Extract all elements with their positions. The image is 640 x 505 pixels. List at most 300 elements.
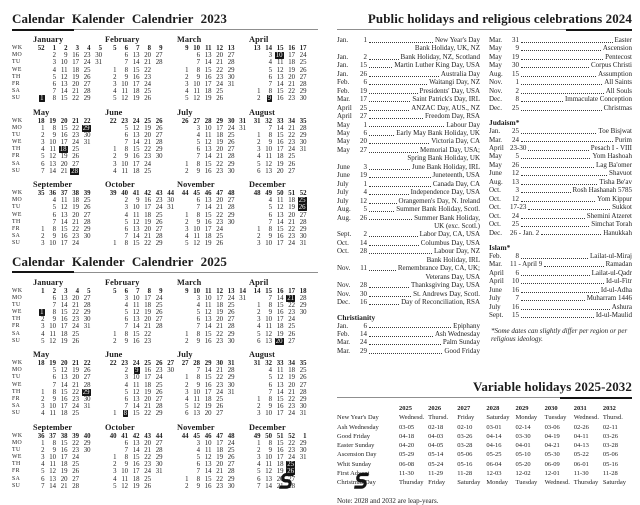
date-cell: 8	[268, 88, 272, 96]
date-cell	[295, 197, 307, 204]
date-cell: 4	[185, 395, 189, 403]
date-cell: 4	[52, 66, 56, 74]
date-cell	[163, 233, 175, 240]
holiday-day: 16	[512, 285, 519, 294]
date-cell	[235, 461, 247, 468]
date-cell: 20	[216, 461, 223, 469]
date-cell: 13	[132, 131, 140, 139]
date-cell: 19	[60, 468, 68, 476]
date-cell: 13	[132, 52, 140, 60]
dotted-leader	[521, 141, 613, 142]
table-cell: 11-29	[428, 470, 444, 478]
holiday-name: Id-ul-Adha	[600, 285, 632, 294]
date-cell: 24	[72, 240, 79, 248]
dates-row	[105, 389, 174, 396]
date-cell: 25	[144, 167, 151, 175]
dates-row	[249, 410, 318, 417]
calendar-2023-grid	[12, 34, 318, 248]
holiday-entry	[337, 322, 480, 330]
date-cell: 12	[204, 454, 212, 462]
date-cell: 5	[185, 95, 189, 103]
month-name: May	[33, 350, 50, 359]
holiday-month: Sept.	[489, 311, 504, 320]
date-cell: 30	[299, 233, 307, 241]
date-cell: 22	[288, 131, 295, 139]
date-cell: 21	[72, 218, 79, 226]
holiday-name: Good Friday	[444, 346, 480, 355]
holiday-month: Jan.	[337, 321, 349, 330]
day-label: TU	[12, 59, 21, 66]
date-cell: 3	[64, 287, 68, 295]
dates-row	[33, 81, 102, 88]
date-cell: 13	[204, 316, 212, 324]
dates-row	[33, 316, 102, 323]
date-cell: 3	[113, 468, 117, 476]
table-cell: Friday	[457, 414, 475, 422]
holiday-name: Orangemen's Day, N. Ireland	[398, 196, 480, 205]
day-label: SU	[12, 482, 21, 489]
date-cell: 27	[299, 73, 307, 81]
date-cell	[284, 295, 296, 302]
date-cell: 2	[124, 197, 128, 205]
date-cell	[151, 81, 163, 88]
holiday-month: Oct.	[337, 247, 349, 256]
day-label: MO	[12, 124, 23, 131]
date-cell: 9	[159, 287, 163, 295]
date-cell: 25	[83, 197, 91, 205]
holiday-entry	[337, 338, 480, 346]
holiday-month: June	[489, 169, 502, 178]
holiday-entry	[337, 330, 480, 338]
dates-row	[33, 295, 102, 302]
date-cell: 6	[185, 410, 189, 418]
date-cell	[91, 433, 103, 440]
holiday-day: 13	[512, 177, 519, 186]
date-cell	[307, 483, 319, 490]
date-cell: 2	[257, 403, 261, 411]
date-cell	[91, 139, 103, 146]
date-cell: 1	[113, 66, 117, 74]
dates-row	[177, 454, 246, 461]
date-cell: 20	[288, 381, 295, 389]
date-cell	[235, 382, 247, 389]
date-cell: 6	[196, 316, 200, 324]
day-label: MO	[12, 439, 23, 446]
date-cell: 13	[60, 374, 68, 382]
dotted-leader	[369, 126, 444, 127]
date-cell: 34	[288, 360, 295, 367]
date-cell	[33, 74, 45, 81]
dates-row	[33, 52, 102, 59]
holiday-column-1	[337, 36, 480, 372]
holiday-name: Lailat-ul-Qadr	[591, 268, 632, 277]
date-cell: 10	[49, 323, 56, 331]
date-cell: 13	[227, 45, 235, 52]
table-cell: 11-28	[457, 470, 473, 478]
date-cell	[105, 447, 117, 454]
date-cell: 30	[299, 309, 307, 317]
dates-row	[33, 367, 102, 374]
date-cell: 26	[72, 153, 79, 161]
date-cell	[163, 288, 175, 295]
date-cell: 3	[257, 240, 261, 248]
week-numbers-row	[249, 45, 318, 52]
date-cell: 27	[227, 52, 235, 60]
holiday-day: 24	[360, 338, 367, 347]
holiday-month: May	[337, 145, 350, 154]
date-cell: 20	[288, 73, 295, 81]
date-cell: 9	[52, 131, 56, 139]
date-cell: 17	[288, 52, 295, 60]
holiday-day: 28	[360, 247, 367, 256]
day-label: WK	[12, 432, 23, 439]
date-cell: 15	[204, 374, 212, 382]
holiday-entry	[337, 298, 480, 306]
date-cell: 16	[132, 73, 140, 81]
date-cell	[235, 204, 247, 211]
table-cell: Saturday	[602, 479, 626, 487]
holiday-entry	[489, 53, 632, 61]
date-cell	[235, 219, 247, 226]
holiday-name-continuation: UK (exc. Scotl.)	[434, 221, 480, 230]
date-cell: 7	[136, 45, 140, 52]
date-cell: 11	[193, 395, 200, 403]
date-cell	[272, 52, 284, 59]
date-cell: 13	[265, 337, 272, 345]
date-cell: 22	[216, 374, 223, 382]
table-cell: 04-05	[428, 442, 444, 450]
dates-row	[249, 382, 318, 389]
date-cell	[163, 125, 175, 132]
date-cell: 36	[37, 432, 45, 440]
date-cell: 21	[216, 204, 223, 212]
dotted-leader	[528, 150, 588, 151]
holiday-entry	[337, 129, 480, 137]
date-cell	[235, 403, 247, 410]
dates-row	[33, 125, 102, 132]
date-cell: 29	[155, 454, 163, 462]
holiday-name: Corpus Christi	[590, 61, 632, 70]
date-cell: 18	[204, 233, 212, 241]
month-august	[249, 107, 318, 176]
date-cell: 5	[41, 153, 45, 161]
dates-row	[249, 302, 318, 309]
date-cell: 17	[132, 160, 140, 168]
date-cell	[307, 316, 319, 323]
holiday-entry	[489, 127, 632, 135]
day-label: TU	[12, 131, 21, 138]
dotted-leader	[369, 245, 419, 246]
date-cell	[91, 461, 103, 468]
dotted-leader	[521, 309, 610, 310]
date-cell: 5	[113, 482, 117, 490]
dates-row	[177, 447, 246, 454]
dotted-leader	[369, 270, 396, 271]
day-labels	[12, 349, 33, 418]
date-cell: 8	[147, 45, 151, 52]
dates-row	[177, 309, 246, 316]
date-cell: 20	[276, 475, 284, 483]
date-cell: 21	[72, 117, 79, 125]
dates-row	[177, 88, 246, 95]
dotted-leader	[369, 287, 409, 288]
date-cell	[91, 226, 103, 233]
date-cell	[91, 323, 103, 330]
date-cell: 21	[288, 218, 295, 226]
holiday-entry	[489, 178, 632, 186]
table-row	[337, 432, 632, 441]
date-cell: 16	[204, 218, 212, 226]
date-cell	[295, 331, 307, 338]
day-label: TH	[12, 388, 21, 395]
date-cell: 27	[227, 316, 235, 324]
dates-row	[105, 316, 174, 323]
holiday-month: June	[337, 162, 350, 171]
date-cell	[151, 88, 163, 95]
date-cell: 28	[227, 367, 235, 375]
dates-row	[105, 323, 174, 330]
day-label: MO	[12, 367, 23, 374]
dates-row	[249, 132, 318, 139]
date-cell: 17	[204, 80, 212, 88]
date-cell: 40	[121, 190, 128, 197]
holiday-day: 16	[512, 302, 519, 311]
date-cell: 16	[204, 337, 212, 345]
holiday-name: Remembrance Day, CA, UK;	[397, 264, 480, 273]
date-cell: 6	[52, 374, 56, 382]
date-cell: 22	[144, 146, 151, 154]
date-cell	[105, 226, 117, 233]
date-cell	[163, 212, 175, 219]
table-cell: 04-18	[399, 432, 415, 440]
month-november	[177, 179, 246, 248]
date-cell: 24	[288, 316, 295, 324]
date-cell	[177, 153, 189, 160]
holiday-month: Mar.	[489, 135, 503, 144]
date-cell: 29	[299, 131, 307, 139]
holiday-name: Day of Reconciliation, RSA	[401, 298, 480, 307]
date-cell	[105, 309, 117, 316]
day-label: SU	[12, 410, 21, 417]
holiday-day: 2	[515, 86, 519, 95]
dates-row	[249, 74, 318, 81]
date-cell: 43	[155, 190, 163, 197]
date-cell: 28	[83, 381, 91, 389]
date-cell: 24	[216, 225, 223, 233]
holiday-name: Labour Day	[446, 120, 480, 129]
dates-row	[33, 226, 102, 233]
holiday-entry	[489, 220, 632, 228]
date-cell	[91, 125, 103, 132]
month-band	[12, 107, 318, 176]
date-cell: 52	[299, 190, 307, 197]
date-cell: 22	[144, 454, 151, 462]
calendar-2025-grid	[12, 277, 318, 491]
date-cell: 29	[227, 330, 235, 338]
date-cell: 31	[83, 403, 91, 411]
holiday-name: St. Andrews Day, Scotl.	[413, 289, 480, 298]
dates-row	[105, 233, 174, 240]
date-cell: 25	[155, 301, 163, 309]
table-cell: 02-18	[428, 423, 444, 431]
holiday-day: 3	[363, 162, 367, 171]
dotted-leader	[369, 327, 451, 328]
date-cell: 16	[144, 197, 151, 205]
dates-row	[249, 374, 318, 381]
week-numbers-row	[177, 118, 246, 125]
date-cell: 9	[124, 461, 128, 469]
date-cell: 15	[204, 66, 212, 74]
month-january	[33, 34, 102, 103]
date-cell: 12	[121, 482, 128, 490]
date-cell	[105, 295, 117, 302]
date-cell: 20	[72, 211, 79, 219]
holiday-month: Jan.	[337, 52, 349, 61]
week-numbers-row	[33, 118, 102, 125]
holiday-entry	[337, 121, 480, 129]
date-cell	[151, 161, 163, 168]
dates-row	[249, 233, 318, 240]
date-cell: 5	[268, 374, 272, 382]
date-cell: 28	[227, 59, 235, 67]
date-cell: 22	[216, 211, 223, 219]
date-cell: 17	[60, 139, 68, 147]
date-cell: 2	[185, 73, 189, 81]
date-cell	[163, 219, 175, 226]
holiday-name: Thanksgiving Day, USA	[411, 281, 480, 290]
table-cell: 05-06	[602, 451, 619, 459]
table-cell: Saturday	[457, 479, 481, 487]
date-cell: 8	[124, 146, 128, 154]
date-cell: 12	[204, 309, 212, 317]
date-cell	[307, 440, 319, 447]
date-cell: 12	[204, 139, 212, 147]
date-cell: 17	[204, 388, 212, 396]
date-cell: 7	[52, 301, 56, 309]
dotted-leader	[521, 300, 585, 301]
week-numbers-row	[105, 45, 174, 52]
date-cell	[235, 233, 247, 240]
day-label: MO	[12, 52, 23, 59]
date-cell	[33, 212, 45, 219]
day-label: TU	[12, 301, 21, 308]
date-cell: 2	[41, 131, 45, 139]
date-cell: 5	[268, 204, 272, 212]
dates-row	[33, 212, 102, 219]
date-cell: 3	[124, 204, 128, 212]
date-cell	[307, 204, 319, 211]
month-june	[105, 349, 174, 418]
holiday-day: 12	[512, 194, 519, 203]
row-label: New Year's Day	[337, 414, 379, 422]
holiday-date: 26	[298, 204, 306, 212]
dates-row	[105, 81, 174, 88]
date-cell: 3	[268, 52, 272, 60]
date-cell: 18	[37, 117, 45, 125]
date-cell: 4	[196, 301, 200, 309]
dates-row	[33, 233, 102, 240]
date-cell: 23	[72, 395, 79, 403]
date-cell	[33, 374, 45, 381]
date-cell: 17	[132, 80, 140, 88]
date-cell: 12	[49, 337, 56, 345]
date-cell: 21	[144, 446, 151, 454]
table-cell: 04-14	[486, 432, 502, 440]
date-cell: 31	[167, 204, 174, 212]
holiday-entry	[337, 104, 480, 112]
date-cell: 21	[144, 59, 151, 67]
date-cell: 13	[253, 45, 261, 52]
date-cell: 15	[60, 225, 68, 233]
date-cell: 24	[155, 204, 163, 212]
date-cell: 22	[288, 395, 295, 403]
dates-row	[249, 367, 318, 374]
date-cell: 15	[204, 160, 212, 168]
date-cell: 13	[193, 410, 200, 418]
date-cell: 30	[83, 395, 91, 403]
date-cell: 27	[155, 316, 163, 324]
dates-row	[33, 219, 102, 226]
date-cell: 6	[268, 73, 272, 81]
day-label: MO	[12, 197, 23, 204]
date-cell	[33, 52, 45, 59]
dates-row	[177, 461, 246, 468]
date-cell	[223, 240, 235, 247]
date-cell: 20	[60, 160, 68, 168]
date-cell: 10	[132, 294, 140, 302]
holiday-name: Victoria Day, CA	[431, 137, 480, 146]
table-cell: Monday	[515, 414, 538, 422]
date-cell: 29	[227, 66, 235, 74]
date-cell: 7	[124, 233, 128, 241]
dates-row	[177, 125, 246, 132]
holiday-day: 4	[363, 188, 367, 197]
date-cell: 25	[288, 323, 295, 331]
date-cell: 8	[52, 439, 56, 447]
week-numbers-row	[33, 190, 102, 197]
holiday-day: 30	[512, 61, 519, 70]
date-cell: 12	[60, 204, 68, 212]
month-march	[177, 34, 246, 103]
date-cell	[235, 45, 247, 52]
date-cell: 13	[204, 461, 212, 469]
month-october	[105, 179, 174, 248]
date-cell	[163, 440, 175, 447]
dates-row	[105, 132, 174, 139]
date-cell: 44	[181, 190, 189, 197]
holiday-month: Feb.	[337, 329, 350, 338]
date-cell	[307, 118, 319, 125]
month-name: May	[33, 107, 50, 117]
date-cell: 6	[124, 395, 128, 403]
date-cell	[68, 168, 80, 175]
month-name: April	[249, 35, 269, 44]
date-cell: 25	[155, 211, 163, 219]
date-cell: 31	[299, 410, 307, 418]
date-cell: 12	[60, 367, 68, 375]
date-cell: 17	[72, 59, 79, 67]
date-cell	[295, 161, 307, 168]
date-cell: 8	[52, 95, 56, 103]
date-cell	[91, 288, 103, 295]
date-cell: 3	[185, 225, 189, 233]
holiday-name: Assumption	[598, 69, 632, 78]
date-cell: 12	[132, 218, 140, 226]
dates-row	[33, 403, 102, 410]
date-cell	[177, 295, 189, 302]
date-cell: 26	[227, 309, 235, 317]
date-cell	[307, 212, 319, 219]
